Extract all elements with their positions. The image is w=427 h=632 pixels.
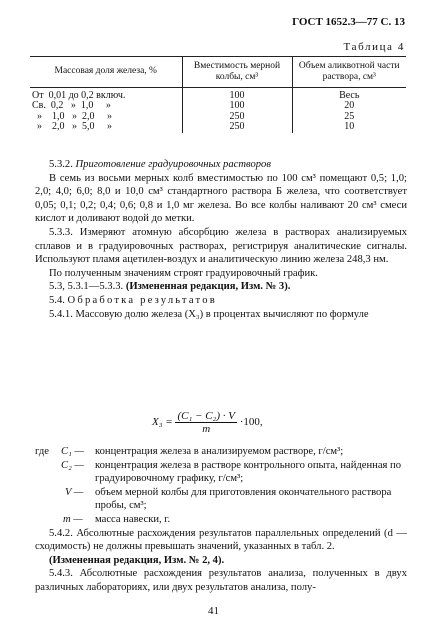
formula-rhs: ·100, xyxy=(239,416,263,429)
definition-c2: C₂ — концентрация железа в растворе контрольного опыта, найденная по градуировочному графику, г/см³; xyxy=(61,459,402,485)
page-header: ГОСТ 1652.3—77 С. 13 xyxy=(292,16,405,28)
section-5-3-2-text: В семь из восьми мерных колб вместимостью по 100 см³ помещают 0,5; 1,0; 2,0; 4,0; 6,0; 8,0 и 10,0 см³ стандартного раствора Б железа, что соответствует 0,05; 0,1; 0,2; 0,4; 0,6; 0,8 и 1,0 мг железа. Во все колбы наливают 20 см³ смеси кислот и доливают водой до метки. xyxy=(35,172,407,225)
graph-note: По полученным значениям строят градуировочный график. xyxy=(49,267,318,279)
definition-m: m — масса навески, г. xyxy=(63,513,171,525)
formula-denominator: m xyxy=(202,423,211,435)
section-5-4-title: Обработка результатов xyxy=(67,294,217,306)
table-row xyxy=(30,87,406,101)
cell-volume: 100 xyxy=(182,87,292,101)
section-5-4-1-text: 5.4.1. Массовую долю железа (X₃) в процентах вычисляют по формуле xyxy=(49,308,369,320)
formula-fraction xyxy=(175,410,237,435)
formula-lhs: X₃ = xyxy=(152,416,173,429)
table-row xyxy=(30,122,406,133)
cell-aliquot: 10 xyxy=(292,122,406,133)
change-note-1: 5.3, 5.3.1—5.3.3. (Измененная редакция, Изм. № 3). xyxy=(49,281,291,293)
change-note-2: (Измененная редакция, Изм. № 2, 4). xyxy=(49,554,225,566)
cell-mass: Св. 0,2 » 1,0 » xyxy=(32,100,111,112)
table-caption: Таблица 4 xyxy=(343,41,405,53)
section-5-3-2-heading: 5.3.2. Приготовление градуировочных растворов xyxy=(49,159,271,170)
section-5-4-3-text: 5.4.3. Абсолютные расхождения результатов анализа, полученных в двух различных лабораториях, или двух результатов анализа, полу- xyxy=(35,568,407,593)
page-number: 41 xyxy=(208,605,219,617)
column-header-volume: Вместимость мерной колбы, см³ xyxy=(182,57,292,88)
definition-v: V — объем мерной колбы для приготовления окончательного раствора пробы, см³; xyxy=(65,486,392,512)
cell-aliquot: 20 xyxy=(292,101,406,112)
formula-numerator: (C₁ − C₂) · V xyxy=(177,410,236,422)
table-4 xyxy=(30,56,406,133)
section-5-3-2-title: Приготовление градуировочных растворов xyxy=(75,159,271,170)
section-5-4-heading: 5.4. Обработка результатов xyxy=(49,294,217,306)
definitions xyxy=(35,445,407,595)
cell-volume: 250 xyxy=(182,112,292,123)
column-header-mass: Массовая доля железа, % xyxy=(30,57,182,88)
column-header-aliquot: Объем аликвотной части раствора, см³ xyxy=(292,57,406,88)
cell-mass: » 1,0 » 2,0 » xyxy=(32,110,112,122)
cell-aliquot: 25 xyxy=(292,112,406,123)
cell-mass: » 2,0 » 5,0 » xyxy=(32,121,112,133)
cell-volume: 250 xyxy=(182,122,292,133)
section-5-3-3-text: 5.3.3. Измеряют атомную абсорбцию железа в растворах анализируемых сплавов и в градуировочных растворах, регистрируя аналитические сигналы. Используют пламя ацетилен-воздух и аналитическую линию железа 248,3 нм. xyxy=(35,226,407,266)
body-text-upper xyxy=(35,158,407,321)
formula xyxy=(152,410,263,435)
cell-volume: 100 xyxy=(182,101,292,112)
cell-aliquot: Весь xyxy=(292,87,406,101)
cell-mass: От 0,01 до 0,2 включ. xyxy=(32,89,126,101)
definition-c1: где C₁ — концентрация железа в анализируемом растворе, г/см³; xyxy=(35,446,344,457)
section-5-4-2-text: 5.4.2. Абсолютные расхождения результатов параллельных определений (d — сходимость) не должны превышать значений, указанных в табл. 2. xyxy=(35,527,407,553)
